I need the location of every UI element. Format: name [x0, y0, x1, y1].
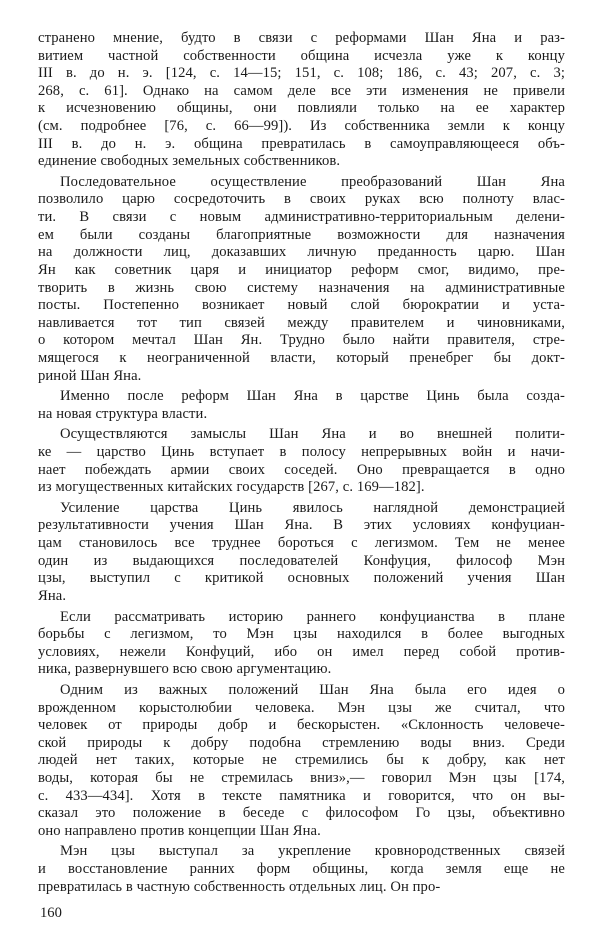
- text-line: Если рассматривать историю раннего конфуцианства в плане: [60, 608, 565, 625]
- text-line: творить в жизнь свою систему назначения на административные: [38, 279, 565, 296]
- paragraph: [38, 426, 565, 496]
- text-line: ем были созданы благоприятные возможности для назначения: [38, 226, 565, 243]
- text-line: навливается тот тип связей между правителем и чиновниками,: [38, 314, 565, 331]
- text-line: оно направлено против концепции Шан Яна.: [38, 822, 321, 839]
- text-line: Яна.: [38, 587, 67, 604]
- text-line: цзы, выступил с критикой основных положений учения Шан: [38, 570, 565, 587]
- text-line: с. 433—434]. Хотя в тексте памятника и говорится, что он вы-: [38, 787, 565, 804]
- paragraph: [38, 609, 565, 679]
- text-line: на должности лиц, доказавших личную преданность царю. Шан: [38, 244, 565, 261]
- text-line: ника, развернувшего всю свою аргументацию.: [38, 661, 332, 678]
- page-number: 160: [40, 905, 62, 921]
- text-line: Именно после реформ Шан Яна в царстве Цинь была созда-: [60, 388, 565, 405]
- paragraph: [38, 500, 565, 606]
- text-line: к исчезновению общины, они повлияли только на ее характер: [38, 100, 565, 117]
- text-line: III в. до н. э. [124, с. 14—15; 151, с. 108; 186, с. 43; 207, с. 3;: [38, 65, 565, 82]
- text-line: сказал это положение в беседе с философом Го цзы, объективно: [38, 805, 565, 822]
- text-line: посты. Постепенно возникает новый слой бюрократии и уста-: [38, 297, 565, 314]
- paragraph: [38, 843, 565, 896]
- paragraph: [38, 174, 565, 385]
- text-line: Осуществляются замыслы Шан Яна и во внешней полити-: [60, 426, 565, 443]
- text-line: странено мнение, будто в связи с реформами Шан Яна и раз-: [38, 30, 565, 46]
- text-line: и восстановление ранних форм общины, когда земля еще не: [38, 861, 565, 878]
- text-line: ской природы к добру подобна стремлению воды вниз. Среди: [38, 734, 565, 751]
- text-line: Одним из важных положений Шан Яна была его идея о: [60, 681, 565, 698]
- text-line: 268, с. 61]. Однако на самом деле все эти изменения не привели: [38, 82, 565, 99]
- text-line: (см. подробнее [76, с. 66—99]). Из собственника земли к концу: [38, 118, 565, 135]
- book-page-text: [38, 30, 565, 899]
- text-line: III в. до н. э. община превратилась в самоуправляющееся объ-: [38, 135, 565, 152]
- text-line: условиях, нежели Конфуций, ибо он имел перед собой против-: [38, 643, 565, 660]
- text-line: борьбы с легизмом, то Мэн цзы находился в более выгодных: [38, 626, 565, 643]
- text-line: Последовательное осуществление преобразований Шан Яна: [60, 173, 565, 190]
- text-line: человек от природы добр и бескорыстен. «Склонность человече-: [38, 717, 565, 734]
- paragraph: [38, 30, 565, 171]
- text-line: превратилась в частную собственность отдельных лиц. Он про-: [38, 878, 441, 895]
- text-line: ке — царство Цинь вступает в полосу непрерывных войн и начи-: [38, 444, 565, 461]
- text-line: один из выдающихся последователей Конфуция, философ Мэн: [38, 552, 565, 569]
- paragraph: [38, 388, 565, 423]
- text-line: риной Шан Яна.: [38, 367, 142, 384]
- text-line: цам становилось все труднее бороться с легизмом. Тем не менее: [38, 535, 565, 552]
- text-line: о котором мечтал Шан Ян. Трудно было найти правителя, стре-: [38, 332, 565, 349]
- text-line: нает побеждать армии своих соседей. Оно превращается в одно: [38, 461, 565, 478]
- text-line: единение свободных земельных собственников.: [38, 153, 341, 170]
- text-line: на новая структура власти.: [38, 405, 208, 422]
- text-line: результативности учения Шан Яна. В этих условиях конфуциан-: [38, 517, 565, 534]
- text-line: Мэн цзы выступал за укрепление кровнородственных связей: [60, 843, 565, 860]
- text-line: Усиление царства Цинь явилось наглядной демонстрацией: [60, 499, 565, 516]
- text-line: ти. В связи с новым административно-территориальным делени-: [38, 209, 565, 226]
- text-line: Ян как советник царя и инициатор реформ смог, видимо, пре-: [38, 261, 565, 278]
- text-line: позволило царю сосредоточить в своих руках всю полноту влас-: [38, 191, 565, 208]
- text-line: мящегося к неограниченной власти, который пренебрег бы докт-: [38, 349, 565, 366]
- text-line: витием частной собственности община исчезла уже к концу: [38, 47, 565, 64]
- text-line: людей нет таких, которые не стремились бы к добру, как нет: [38, 752, 565, 769]
- text-line: из могущественных китайских государств [267, с. 169—182].: [38, 479, 425, 496]
- text-line: воды, которая бы не стремилась вниз»,— говорил Мэн цзы [174,: [38, 769, 565, 786]
- text-line: врожденном корыстолюбии человека. Мэн цзы же считал, что: [38, 699, 565, 716]
- paragraph: [38, 682, 565, 840]
